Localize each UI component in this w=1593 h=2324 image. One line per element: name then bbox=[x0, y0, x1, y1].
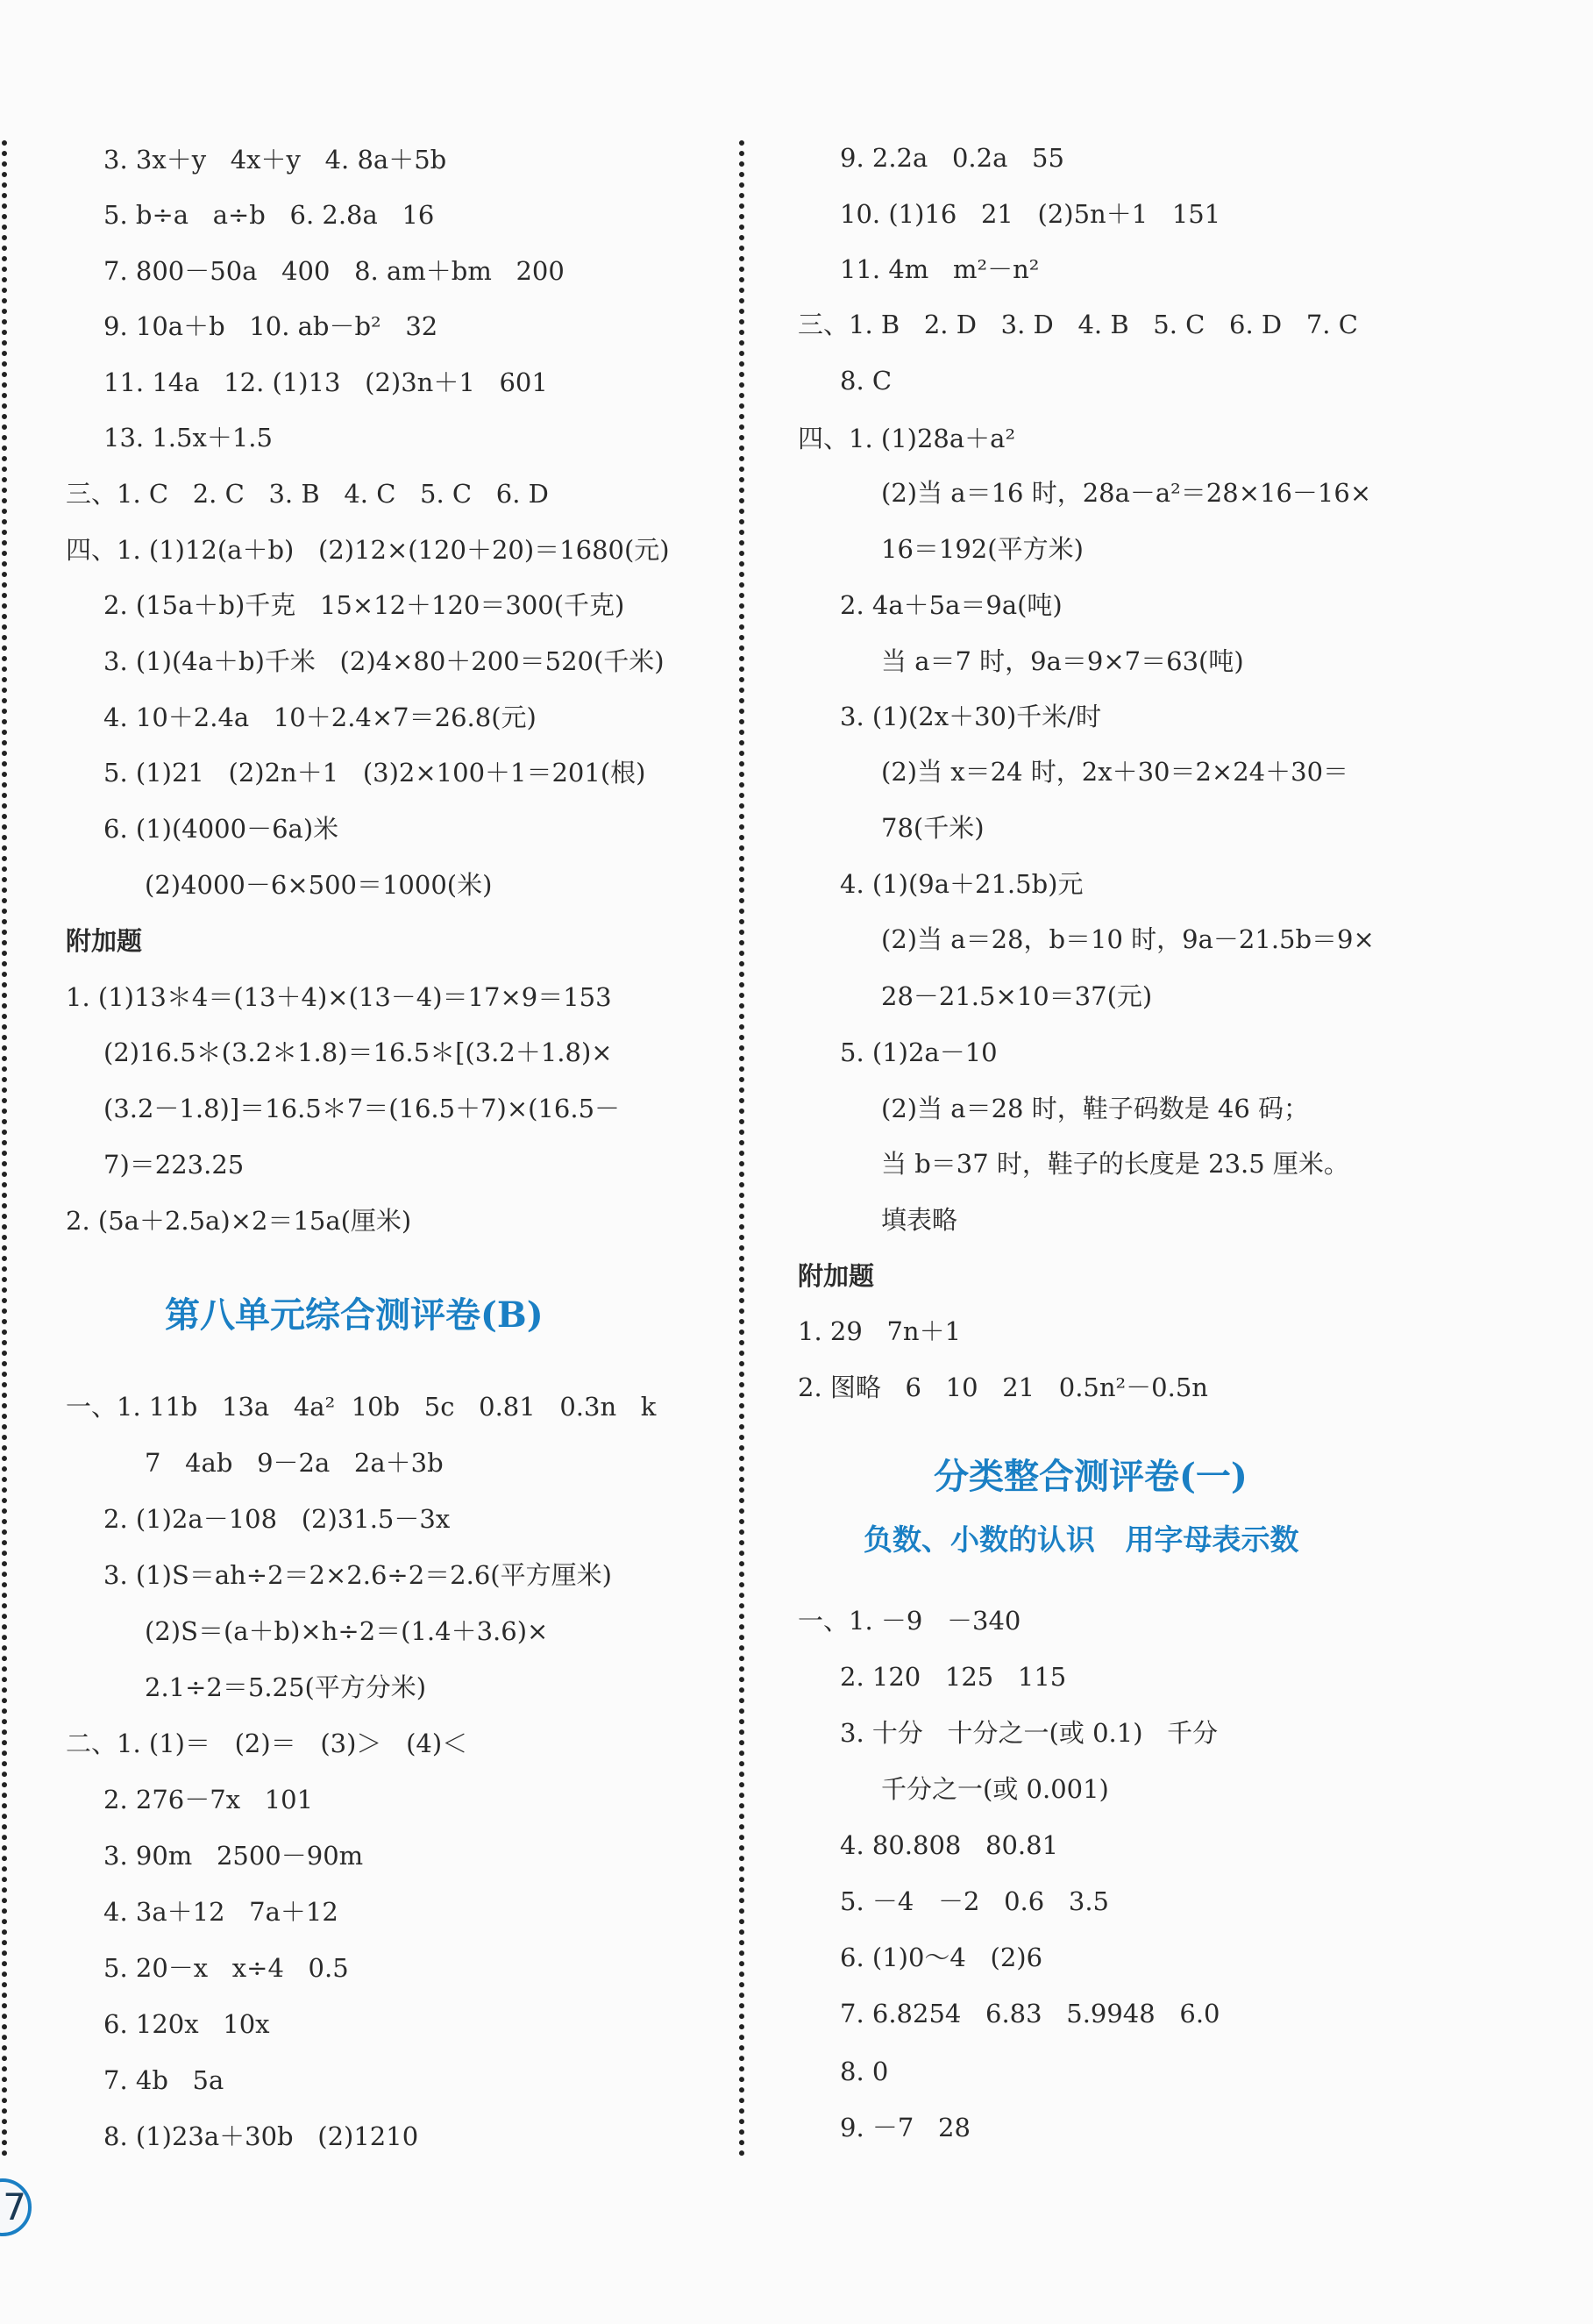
answer-line: 5. (1)2a－10 bbox=[840, 1037, 998, 1067]
answer-line: (2)当 a＝28 时，鞋子码数是 46 码； bbox=[881, 1094, 1310, 1123]
answer-line: 7. 800－50a 400 8. am＋bm 200 bbox=[103, 256, 565, 286]
answer-line: 4. 10＋2.4a 10＋2.4×7＝26.8(元) bbox=[103, 702, 537, 732]
section-title: 分类整合测评卷(一) bbox=[934, 1456, 1248, 1497]
answer-line: 8. 0 bbox=[840, 2057, 889, 2086]
answer-line: 7 4ab 9－2a 2a＋3b bbox=[145, 1448, 444, 1478]
answer-line: 2. (1)2a－108 (2)31.5－3x bbox=[103, 1504, 451, 1534]
answer-line: 16＝192(平方米) bbox=[881, 534, 1084, 564]
answer-line: (2)4000－6×500＝1000(米) bbox=[145, 870, 493, 900]
binding-dots-left bbox=[2, 140, 7, 2157]
answer-line: 28－21.5×10＝37(元) bbox=[881, 981, 1153, 1011]
answer-line: 2. (15a＋b)千克 15×12＋120＝300(千克) bbox=[103, 590, 625, 620]
answer-line: 3. (1)S＝ah÷2＝2×2.6÷2＝2.6(平方厘米) bbox=[103, 1560, 612, 1590]
answer-line: 四、1. (1)12(a＋b) (2)12×(120＋20)＝1680(元) bbox=[66, 535, 670, 565]
answer-line: 5. b÷a a÷b 6. 2.8a 16 bbox=[103, 200, 435, 230]
answer-line: 11. 4m m²－n² bbox=[840, 254, 1040, 284]
answer-line: 6. (1)0～4 (2)6 bbox=[840, 1943, 1043, 1972]
answer-line: 千分之一(或 0.001) bbox=[881, 1774, 1109, 1804]
answer-line: 一、1. 11b 13a 4a² 10b 5c 0.81 0.3n k bbox=[66, 1392, 657, 1422]
answer-line: 7. 6.8254 6.83 5.9948 6.0 bbox=[840, 1999, 1220, 2028]
answer-line: 7. 4b 5a bbox=[103, 2065, 224, 2095]
answer-line: 8. C bbox=[840, 366, 893, 396]
answer-line: 3. 十分 十分之一(或 0.1) 千分 bbox=[840, 1718, 1219, 1748]
answer-line: 填表略 bbox=[881, 1205, 958, 1235]
answer-line: 当 b＝37 时，鞋子的长度是 23.5 厘米。 bbox=[881, 1149, 1349, 1179]
answer-line: 9. 10a＋b 10. ab－b² 32 bbox=[103, 311, 438, 341]
bonus-heading: 附加题 bbox=[66, 926, 143, 956]
answer-line: 三、1. C 2. C 3. B 4. C 5. C 6. D bbox=[66, 479, 549, 509]
answer-line: 7)＝223.25 bbox=[103, 1150, 245, 1180]
answer-line: 2. 图略 6 10 21 0.5n²－0.5n bbox=[798, 1372, 1208, 1402]
section-subtitle: 负数、小数的认识 用字母表示数 bbox=[864, 1522, 1299, 1557]
answer-line: (2)当 a＝16 时，28a－a²＝28×16－16× bbox=[881, 478, 1372, 508]
answer-line: 11. 14a 12. (1)13 (2)3n＋1 601 bbox=[103, 367, 548, 397]
answer-line: 2. 276－7x 101 bbox=[103, 1785, 314, 1814]
answer-line: 9. －7 28 bbox=[840, 2113, 971, 2142]
answer-line: 4. 80.808 80.81 bbox=[840, 1830, 1059, 1860]
answer-line: 9. 2.2a 0.2a 55 bbox=[840, 143, 1064, 173]
section-title: 第八单元综合测评卷(B) bbox=[165, 1294, 544, 1336]
bonus-heading: 附加题 bbox=[798, 1261, 875, 1291]
answer-line: (2)当 x＝24 时，2x＋30＝2×24＋30＝ bbox=[881, 757, 1349, 787]
answer-line: 3. (1)(4a＋b)千米 (2)4×80＋200＝520(千米) bbox=[103, 646, 665, 676]
answer-line: 3. (1)(2x＋30)千米/时 bbox=[840, 702, 1102, 731]
answer-line: 4. 3a＋12 7a＋12 bbox=[103, 1897, 338, 1927]
answer-line: 4. (1)(9a＋21.5b)元 bbox=[840, 869, 1084, 899]
binding-dots-center bbox=[739, 140, 744, 2157]
answer-line: 二、1. (1)＝ (2)＝ (3)＞ (4)＜ bbox=[66, 1729, 468, 1758]
answer-line: 2. (5a＋2.5a)×2＝15a(厘米) bbox=[66, 1206, 412, 1236]
answer-line: 6. 120x 10x bbox=[103, 2009, 270, 2039]
answer-line: 78(千米) bbox=[881, 813, 985, 843]
answer-line: (2)S＝(a＋b)×h÷2＝(1.4＋3.6)× bbox=[145, 1616, 549, 1646]
answer-line: 三、1. B 2. D 3. D 4. B 5. C 6. D 7. C bbox=[798, 310, 1358, 339]
page-number-badge: 7 bbox=[0, 2178, 32, 2236]
answer-line: (2)16.5＊(3.2＊1.8)＝16.5＊[(3.2＋1.8)× bbox=[103, 1037, 613, 1067]
answer-line: (3.2－1.8)]＝16.5＊7＝(16.5＋7)×(16.5－ bbox=[103, 1094, 621, 1123]
answer-line: (2)当 a＝28，b＝10 时，9a－21.5b＝9× bbox=[881, 924, 1375, 954]
answer-line: 8. (1)23a＋30b (2)1210 bbox=[103, 2121, 419, 2151]
answer-line: 6. (1)(4000－6a)米 bbox=[103, 814, 339, 844]
answer-line: 5. －4 －2 0.6 3.5 bbox=[840, 1886, 1109, 1916]
answer-line: 2. 4a＋5a＝9a(吨) bbox=[840, 590, 1063, 620]
answer-line: 1. (1)13＊4＝(13＋4)×(13－4)＝17×9＝153 bbox=[66, 982, 612, 1012]
answer-line: 5. 20－x x÷4 0.5 bbox=[103, 1953, 349, 1983]
answer-line: 5. (1)21 (2)2n＋1 (3)2×100＋1＝201(根) bbox=[103, 758, 646, 788]
answer-line: 一、1. －9 －340 bbox=[798, 1606, 1021, 1636]
answer-line: 1. 29 7n＋1 bbox=[798, 1316, 962, 1346]
answer-line: 3. 3x＋y 4x＋y 4. 8a＋5b bbox=[103, 145, 447, 175]
answer-line: 当 a＝7 时，9a＝9×7＝63(吨) bbox=[881, 646, 1244, 676]
answer-line: 3. 90m 2500－90m bbox=[103, 1841, 364, 1871]
answer-line: 2. 120 125 115 bbox=[840, 1662, 1067, 1692]
answer-line: 2.1÷2＝5.25(平方分米) bbox=[145, 1672, 427, 1702]
answer-line: 四、1. (1)28a＋a² bbox=[798, 424, 1016, 453]
answer-line: 10. (1)16 21 (2)5n＋1 151 bbox=[840, 199, 1221, 229]
answer-line: 13. 1.5x＋1.5 bbox=[103, 423, 273, 453]
